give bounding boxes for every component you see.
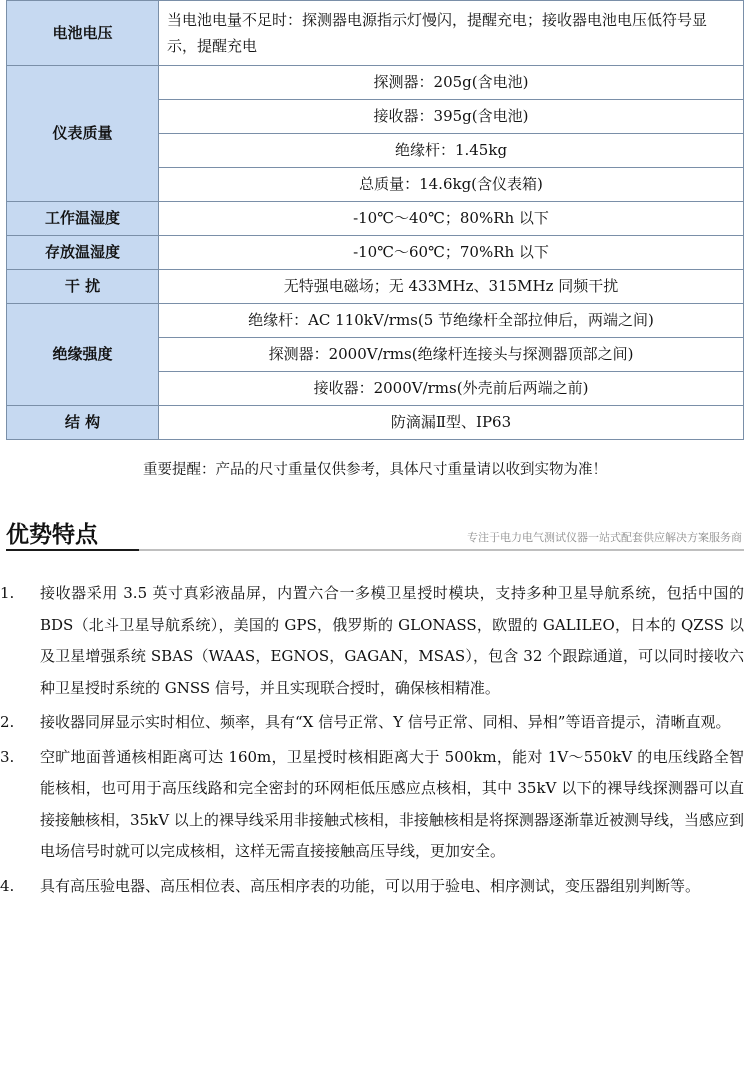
table-row: [7, 270, 744, 304]
row-label-structure: 结 构: [7, 406, 159, 440]
row-value-weight-detector: 探测器：205g(含电池): [159, 66, 744, 100]
row-value-interference: 无特强电磁场；无 433MHz、315MHz 同频干扰: [159, 270, 744, 304]
feature-number: 1.: [0, 584, 15, 602]
row-value-insulation-detector: 探测器：2000V/rms(绝缘杆连接头与探测器顶部之间): [159, 338, 744, 372]
section-tagline: 专注于电力电气测试仪器一站式配套供应解决方案服务商: [467, 531, 742, 544]
row-value-storage-env: -10℃～60℃；70%Rh 以下: [159, 236, 744, 270]
row-value-weight-receiver: 接收器：395g(含电池): [159, 100, 744, 134]
feature-text: 接收器采用 3.5 英寸真彩液晶屏，内置六合一多模卫星授时模块，支持多种卫星导航系统，包括中国的 BDS（北斗卫星导航系统），美国的 GPS，俄罗斯的 GLONASS，欧盟的 GALILEO，日本的 QZSS 以及卫星增强系统 SBAS（WAAS，EGNOS，GAGAN，MSAS），包含 32 个跟踪通道，可以同时接收六种卫星授时系统的 GNSS 信号，并且实现联合授时，确保核相精准。: [40, 584, 744, 697]
feature-list: [0, 578, 750, 905]
feature-item: [0, 742, 750, 868]
row-value-weight-rod: 绝缘杆：1.45kg: [159, 134, 744, 168]
row-value-insulation-rod: 绝缘杆：AC 110kV/rms(5 节绝缘杆全部拉伸后，两端之间): [159, 304, 744, 338]
row-label-battery: 电池电压: [7, 1, 159, 66]
row-value-structure: 防滴漏Ⅱ型、IP63: [159, 406, 744, 440]
row-value-battery: 当电池电量不足时：探测器电源指示灯慢闪，提醒充电；接收器电池电压低符号显示，提醒充电: [159, 1, 744, 66]
row-label-work-env: 工作温湿度: [7, 202, 159, 236]
feature-number: 4.: [0, 876, 15, 895]
table-row: [7, 1, 744, 66]
feature-text: 接收器同屏显示实时相位、频率，具有“X 信号正常、Y 信号正常、同相、异相”等语音提示，清晰直观。: [40, 713, 731, 731]
row-value-insulation-receiver: 接收器：2000V/rms(外壳前后两端之前): [159, 372, 744, 406]
row-label-interference: 干 扰: [7, 270, 159, 304]
table-row: [7, 304, 744, 338]
spec-table: [6, 0, 744, 440]
table-row: [7, 66, 744, 100]
weight-notice: 重要提醒：产品的尺寸重量仅供参考，具体尺寸重量请以收到实物为准！: [143, 462, 607, 478]
row-label-weight: 仪表质量: [7, 66, 159, 202]
section-divider: [6, 549, 744, 551]
feature-item: [0, 707, 750, 739]
table-row: [7, 406, 744, 440]
feature-item: [0, 871, 750, 903]
table-row: [7, 202, 744, 236]
feature-text: 空旷地面普通核相距离可达 160m，卫星授时核相距离大于 500km，能对 1V～550kV 的电压线路全智能核相，也可用于高压线路和完全密封的环网柜低压感应点核相，其中 35kV 以下的裸导线探测器可以直接接触核相，35kV 以上的裸导线采用非接触式核相，非接触核相是将探测器逐渐靠近被测导线，当感应到电场信号时就可以完成核相，这样无需直接接触高压导线，更加安全。: [40, 747, 744, 860]
row-label-storage-env: 存放温湿度: [7, 236, 159, 270]
feature-item: [0, 578, 750, 704]
feature-number: 2.: [0, 713, 15, 731]
feature-number: 3.: [0, 747, 15, 766]
row-value-weight-total: 总质量：14.6kg(含仪表箱): [159, 168, 744, 202]
table-row: [7, 236, 744, 270]
section-title: 优势特点: [6, 522, 98, 548]
row-value-work-env: -10℃～40℃；80%Rh 以下: [159, 202, 744, 236]
feature-text: 具有高压验电器、高压相位表、高压相序表的功能，可以用于验电、相序测试，变压器组别判断等。: [40, 876, 701, 895]
row-label-insulation: 绝缘强度: [7, 304, 159, 406]
